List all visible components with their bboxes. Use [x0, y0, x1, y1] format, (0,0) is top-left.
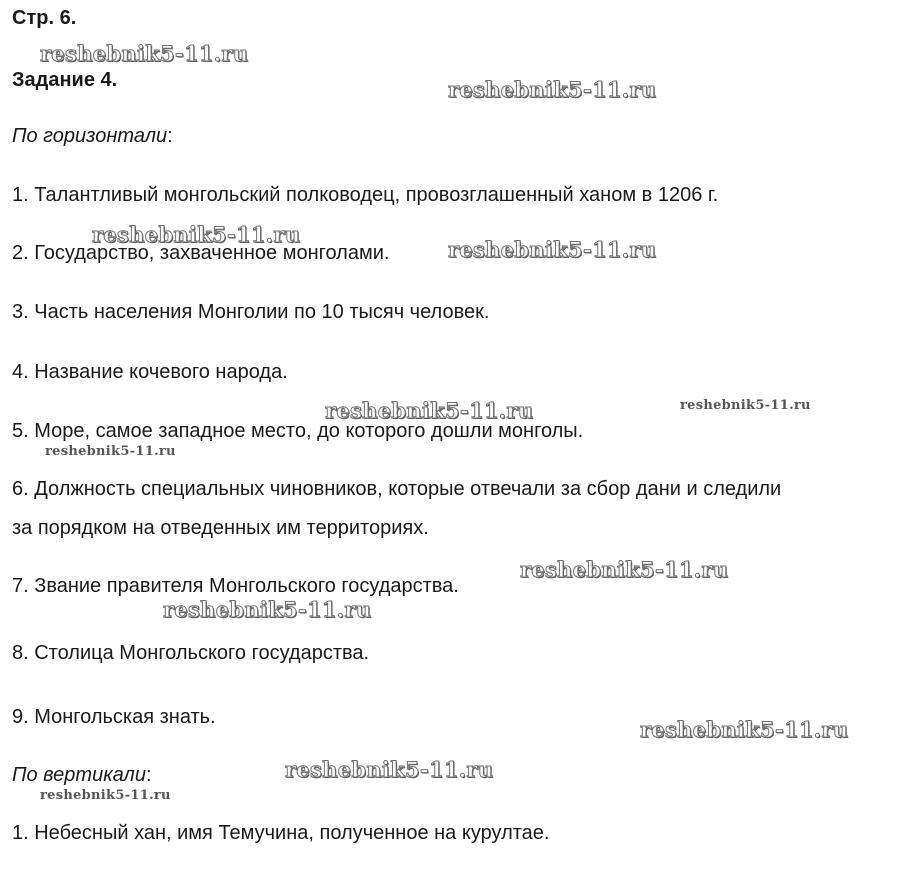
page-label: Стр. 6. [12, 7, 77, 29]
clue-horizontal-8: 8. Столица Монгольского государства. [12, 642, 370, 664]
horizontal-heading [12, 124, 173, 148]
clue-horizontal-9: 9. Монгольская знать. [12, 706, 216, 728]
horizontal-heading-colon: : [167, 125, 173, 147]
clue-horizontal-2: 2. Государство, захваченное монголами. [12, 242, 390, 264]
watermark: reshebnik5-11.ru [163, 597, 372, 622]
watermark: reshebnik5-11.ru [45, 444, 176, 459]
watermark: reshebnik5-11.ru [448, 77, 657, 102]
watermark: reshebnik5-11.ru [40, 41, 249, 66]
clue-horizontal-3: 3. Часть населения Монголии по 10 тысяч человек. [12, 301, 490, 323]
watermark: reshebnik5-11.ru [92, 222, 301, 247]
clue-horizontal-4: 4. Название кочевого народа. [12, 361, 288, 383]
clue-horizontal-1: 1. Талантливый монгольский полководец, провозглашенный ханом в 1206 г. [12, 184, 719, 206]
clue-horizontal-6: 6. Должность специальных чиновников, которые отвечали за сбор дани и следили [12, 478, 782, 500]
vertical-heading-label: По вертикали [12, 764, 146, 786]
vertical-heading-colon: : [145, 764, 152, 786]
clue-horizontal-7: 7. Звание правителя Монгольского государства. [12, 575, 459, 597]
watermark: reshebnik5-11.ru [520, 557, 729, 582]
clue-horizontal-5: 5. Море, самое западное место, до которого дошли монголы. [12, 420, 584, 442]
horizontal-heading-label: По горизонтали [12, 125, 168, 147]
watermark: reshebnik5-11.ru [640, 717, 849, 742]
clue-horizontal-6-continued: за порядком на отведенных им территориях. [12, 517, 429, 539]
watermark: reshebnik5-11.ru [285, 757, 494, 782]
vertical-heading [12, 763, 152, 787]
watermark: reshebnik5-11.ru [40, 788, 171, 803]
task-title: Задание 4. [12, 69, 118, 91]
watermark: reshebnik5-11.ru [448, 237, 657, 262]
clue-vertical-1: 1. Небесный хан, имя Темучина, полученное на курултае. [12, 822, 550, 844]
watermark: reshebnik5-11.ru [325, 398, 534, 423]
watermark: reshebnik5-11.ru [680, 398, 811, 413]
